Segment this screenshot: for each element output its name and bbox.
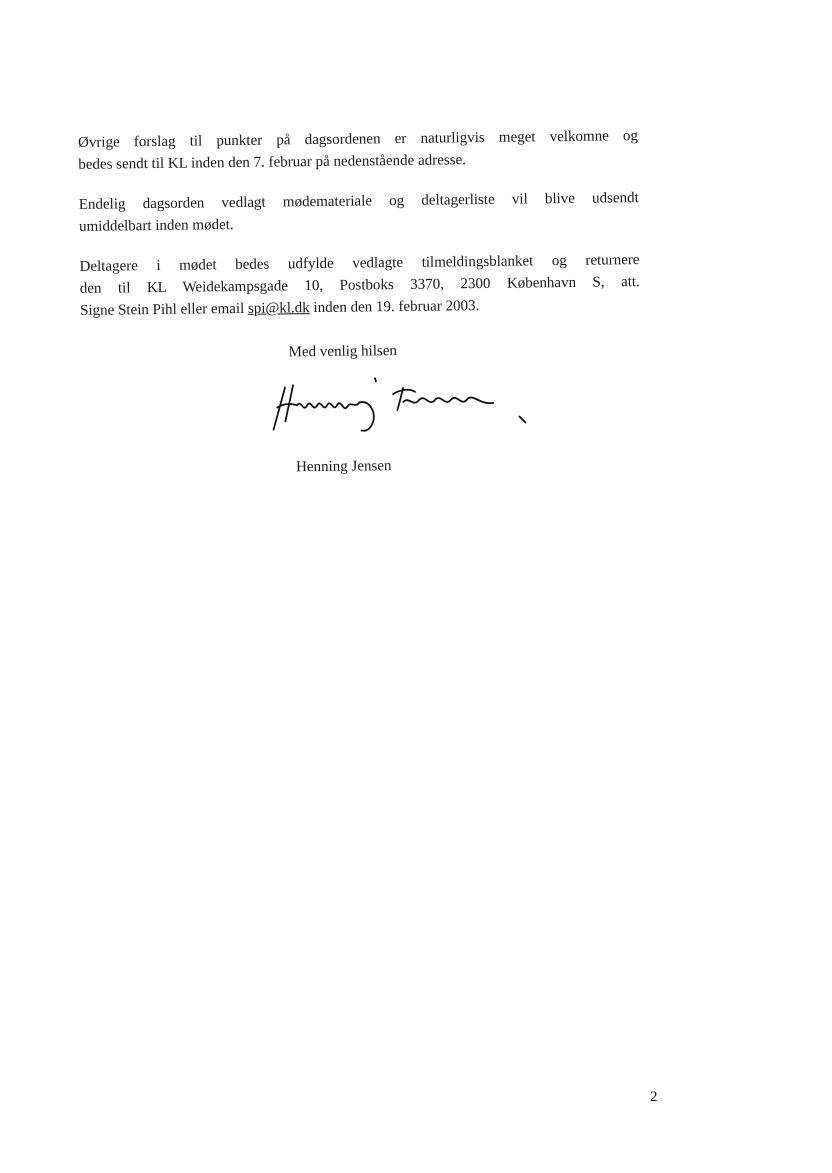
paragraph-registration [79,249,640,322]
email-link[interactable]: spi@kl.dk [247,300,310,317]
handwritten-signature [263,370,544,443]
paragraph-line: den til KL Weidekampsgade 10, Postboks 3370, 2300 København S, att. [79,274,640,297]
paragraph-line: bedes sendt til KL inden den 7. februar på nedenstående adresse. [78,152,467,173]
closing-salutation: Med venlig hilsen [288,343,398,361]
paragraph-line: Deltagere i mødet bedes udfylde vedlagte tilmeldingsblanket og returnere [79,252,640,275]
text-before-email: Signe Stein Pihl eller email [80,300,249,319]
paragraph-line: umiddelbart inden mødet. [78,217,234,235]
text-after-email: inden den 19. februar 2003. [309,298,480,317]
signer-name: Henning Jensen [295,458,392,476]
page-number: 2 [650,1089,658,1105]
paragraph-line: Øvrige forslag til punkter på dagsordenen er naturligvis meget velkomne og [77,128,639,151]
paragraph-agenda [79,187,639,238]
paragraph-line: Endelig dagsorden vedlagt mødemateriale og deltagerliste vil blive udsendt [78,190,639,213]
paragraph-proposals [78,125,638,176]
